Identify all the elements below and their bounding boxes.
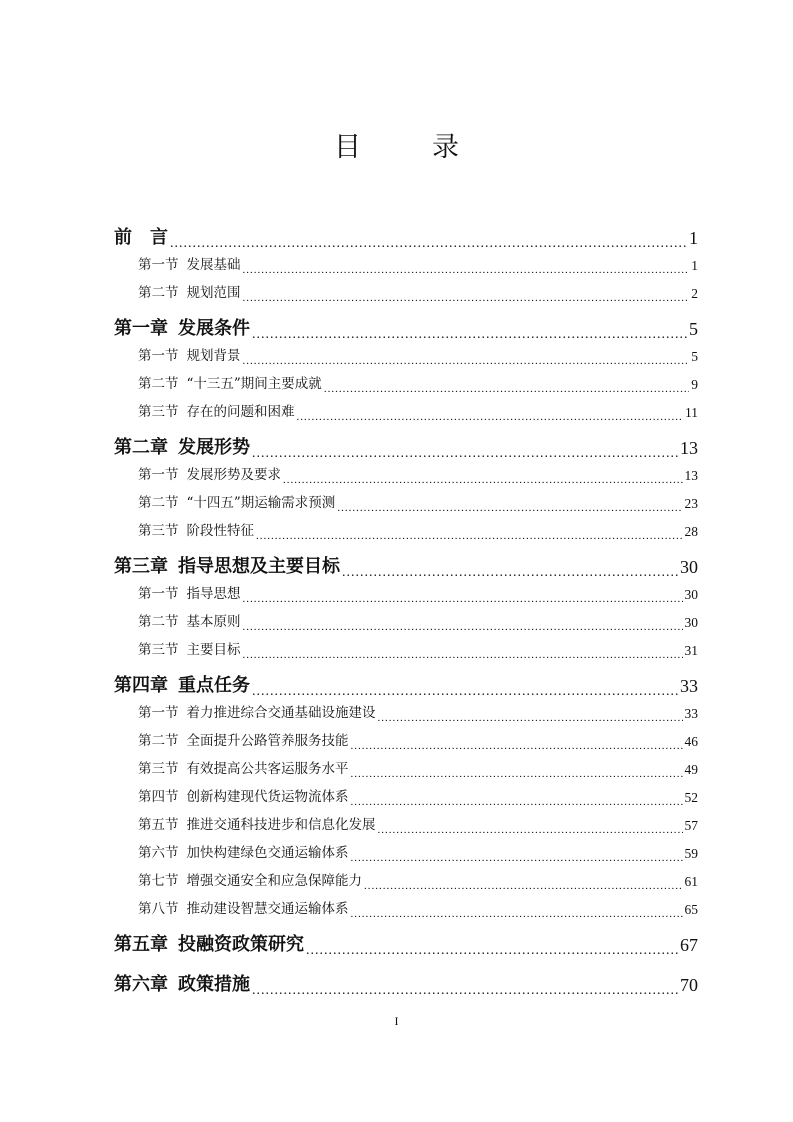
- toc-dot-leader: [337, 498, 682, 512]
- toc-entry-label: [138, 403, 295, 422]
- toc-dot-leader: [351, 736, 683, 750]
- toc-section-entry[interactable]: [114, 284, 698, 303]
- toc-page-number: 23: [684, 496, 698, 511]
- toc-section-entry[interactable]: [114, 704, 698, 723]
- toc-page-number: 13: [684, 468, 698, 483]
- toc-section-entry[interactable]: [114, 816, 698, 835]
- toc-entry-number: 第四章: [114, 675, 168, 696]
- toc-entry-title: 发展形势: [178, 437, 250, 458]
- toc-dot-leader: [243, 645, 683, 659]
- toc-entry-number: 第二节: [138, 733, 179, 749]
- toc-dot-leader: [252, 321, 687, 339]
- toc-entry-number: 前 言: [114, 227, 168, 248]
- toc-entry-number: 第一节: [138, 348, 179, 364]
- toc-entry-title: 指导思想: [186, 586, 241, 602]
- toc-entry-title: 主要目标: [186, 642, 241, 658]
- toc-entry-title: 政策措施: [178, 974, 250, 995]
- toc-entry-title: 有效提高公共客运服务水平: [186, 761, 349, 777]
- toc-page-number: 13: [680, 438, 698, 458]
- toc-entry-number: 第二节: [138, 285, 179, 301]
- toc-entry-label: [138, 704, 376, 723]
- toc-entry-number: 第一章: [114, 318, 168, 339]
- toc-entry-label: [138, 585, 241, 604]
- toc-page-number: 31: [684, 643, 698, 658]
- toc-page-number: 30: [684, 615, 698, 630]
- toc-page-number: 30: [684, 587, 698, 602]
- page-title: 目 录: [334, 132, 481, 163]
- toc-section-entry[interactable]: [114, 788, 698, 807]
- toc-section-entry[interactable]: [114, 585, 698, 604]
- toc-entry-label: [114, 226, 168, 250]
- toc-entry-number: 第三章: [114, 556, 168, 577]
- toc-entry-number: 第三节: [138, 404, 179, 420]
- toc-entry-number: 第六节: [138, 845, 179, 861]
- toc-dot-leader: [243, 260, 690, 274]
- toc-section-entry[interactable]: [114, 466, 698, 485]
- toc-entry-title: 规划范围: [186, 285, 241, 301]
- toc-page-number: 5: [689, 319, 698, 339]
- toc-section-entry[interactable]: [114, 900, 698, 919]
- toc-entry-title: 推进交通科技进步和信息化发展: [186, 817, 376, 833]
- toc-entry-title: “十三五”期间主要成就: [186, 376, 322, 392]
- toc-entry-number: 第三节: [138, 642, 179, 658]
- toc-page-number: 70: [680, 975, 698, 995]
- toc-section-entry[interactable]: [114, 641, 698, 660]
- toc-entry-number: 第四节: [138, 789, 179, 805]
- toc-entry-number: 第三节: [138, 523, 179, 539]
- toc-entry-label: [114, 933, 304, 957]
- toc-dot-leader: [243, 351, 690, 365]
- toc-entry-title: 重点任务: [178, 675, 250, 696]
- toc-chapter-entry[interactable]: [114, 973, 698, 997]
- toc-entry-label: [114, 674, 250, 698]
- toc-entry-number: 第一节: [138, 467, 179, 483]
- toc-page-number: 46: [684, 734, 698, 749]
- toc-entry-title: 存在的问题和困难: [186, 404, 295, 420]
- toc-dot-leader: [306, 937, 678, 955]
- table-of-contents: [114, 222, 698, 1002]
- toc-dot-leader: [252, 440, 678, 458]
- toc-entry-label: [138, 347, 241, 366]
- toc-entry-number: 第二节: [138, 376, 179, 392]
- toc-entry-number: 第五节: [138, 817, 179, 833]
- toc-entry-number: 第七节: [138, 873, 179, 889]
- toc-dot-leader: [378, 708, 683, 722]
- toc-page-number: 33: [684, 706, 698, 721]
- toc-page-number: 49: [684, 762, 698, 777]
- toc-chapter-entry[interactable]: [114, 436, 698, 460]
- toc-entry-label: [114, 317, 250, 341]
- toc-entry-title: 全面提升公路管养服务技能: [186, 733, 349, 749]
- toc-dot-leader: [324, 379, 689, 393]
- toc-dot-leader: [283, 470, 683, 484]
- toc-entry-number: 第八节: [138, 901, 179, 917]
- toc-entry-title: 投融资政策研究: [178, 934, 304, 955]
- toc-page-number: 67: [680, 935, 698, 955]
- toc-entry-number: 第一节: [138, 705, 179, 721]
- toc-entry-number: 第六章: [114, 974, 168, 995]
- toc-dot-leader: [351, 764, 683, 778]
- toc-entry-title: 推动建设智慧交通运输体系: [186, 901, 349, 917]
- toc-entry-label: [114, 555, 340, 579]
- toc-entry-title: 指导思想及主要目标: [178, 556, 340, 577]
- toc-entry-label: [138, 256, 241, 275]
- toc-entry-number: 第一节: [138, 586, 179, 602]
- toc-entry-label: [138, 788, 349, 807]
- toc-page-number: 52: [684, 790, 698, 805]
- toc-section-entry[interactable]: [114, 613, 698, 632]
- toc-section-entry[interactable]: [114, 347, 698, 366]
- toc-dot-leader: [256, 526, 683, 540]
- toc-chapter-entry[interactable]: [114, 555, 698, 579]
- toc-section-entry[interactable]: [114, 375, 698, 394]
- toc-page-number: 2: [691, 286, 698, 301]
- toc-entry-label: [138, 522, 254, 541]
- toc-entry-label: [138, 494, 335, 513]
- toc-dot-leader: [252, 678, 678, 696]
- toc-entry-label: [138, 641, 241, 660]
- toc-entry-label: [138, 613, 241, 632]
- toc-dot-leader: [243, 617, 683, 631]
- toc-page-number: 59: [684, 846, 698, 861]
- toc-dot-leader: [297, 407, 684, 421]
- toc-entry-label: [138, 872, 362, 891]
- toc-section-entry[interactable]: [114, 760, 698, 779]
- toc-section-entry[interactable]: [114, 844, 698, 863]
- toc-entry-title: 加快构建绿色交通运输体系: [186, 845, 349, 861]
- toc-page-number: 1: [691, 258, 698, 273]
- toc-chapter-entry[interactable]: [114, 933, 698, 957]
- toc-dot-leader: [364, 876, 683, 890]
- toc-page-number: 57: [684, 818, 698, 833]
- toc-page-number: 30: [680, 557, 698, 577]
- toc-entry-label: [138, 375, 322, 394]
- toc-page-number: 5: [691, 349, 698, 364]
- toc-entry-title: 规划背景: [186, 348, 241, 364]
- toc-entry-title: 着力推进综合交通基础设施建设: [186, 705, 376, 721]
- toc-section-entry[interactable]: [114, 494, 698, 513]
- toc-entry-label: [138, 284, 241, 303]
- toc-entry-title: 发展条件: [178, 318, 250, 339]
- toc-page-number: 28: [684, 524, 698, 539]
- toc-entry-label: [114, 436, 250, 460]
- toc-page-number: 1: [689, 228, 698, 248]
- toc-dot-leader: [378, 820, 683, 834]
- toc-entry-title: 创新构建现代货运物流体系: [186, 789, 349, 805]
- toc-entry-number: 第一节: [138, 257, 179, 273]
- toc-entry-number: 第二节: [138, 614, 179, 630]
- toc-section-entry[interactable]: [114, 872, 698, 891]
- toc-dot-leader: [351, 792, 683, 806]
- toc-entry-number: 第二章: [114, 437, 168, 458]
- toc-entry-number: 第二节: [138, 495, 179, 511]
- toc-entry-label: [138, 760, 349, 779]
- toc-dot-leader: [170, 230, 687, 248]
- toc-page-number: 9: [691, 377, 698, 392]
- toc-entry-label: [138, 466, 281, 485]
- toc-entry-label: [138, 732, 349, 751]
- toc-dot-leader: [243, 288, 690, 302]
- toc-entry-title: 发展基础: [186, 257, 241, 273]
- toc-dot-leader: [252, 977, 678, 995]
- toc-page-number: 33: [680, 676, 698, 696]
- toc-entry-label: [114, 973, 250, 997]
- toc-entry-title: 基本原则: [186, 614, 241, 630]
- toc-dot-leader: [342, 559, 678, 577]
- toc-chapter-entry[interactable]: [114, 674, 698, 698]
- toc-page-number: 61: [684, 874, 698, 889]
- toc-dot-leader: [243, 589, 683, 603]
- toc-page-number: 11: [685, 405, 698, 420]
- toc-entry-number: 第五章: [114, 934, 168, 955]
- toc-dot-leader: [351, 904, 683, 918]
- toc-chapter-entry[interactable]: [114, 226, 698, 250]
- toc-dot-leader: [351, 848, 683, 862]
- footer-page-number: I: [394, 1014, 399, 1028]
- toc-entry-title: “十四五”期运输需求预测: [186, 495, 336, 511]
- toc-section-entry[interactable]: [114, 403, 698, 422]
- toc-page-number: 65: [684, 902, 698, 917]
- toc-entry-title: 发展形势及要求: [186, 467, 281, 483]
- toc-entry-number: 第三节: [138, 761, 179, 777]
- toc-entry-title: 增强交通安全和应急保障能力: [186, 873, 362, 889]
- toc-entry-label: [138, 816, 376, 835]
- toc-entry-title: 阶段性特征: [186, 523, 254, 539]
- toc-entry-label: [138, 900, 349, 919]
- toc-section-entry[interactable]: [114, 256, 698, 275]
- toc-section-entry[interactable]: [114, 522, 698, 541]
- toc-chapter-entry[interactable]: [114, 317, 698, 341]
- toc-entry-label: [138, 844, 349, 863]
- toc-section-entry[interactable]: [114, 732, 698, 751]
